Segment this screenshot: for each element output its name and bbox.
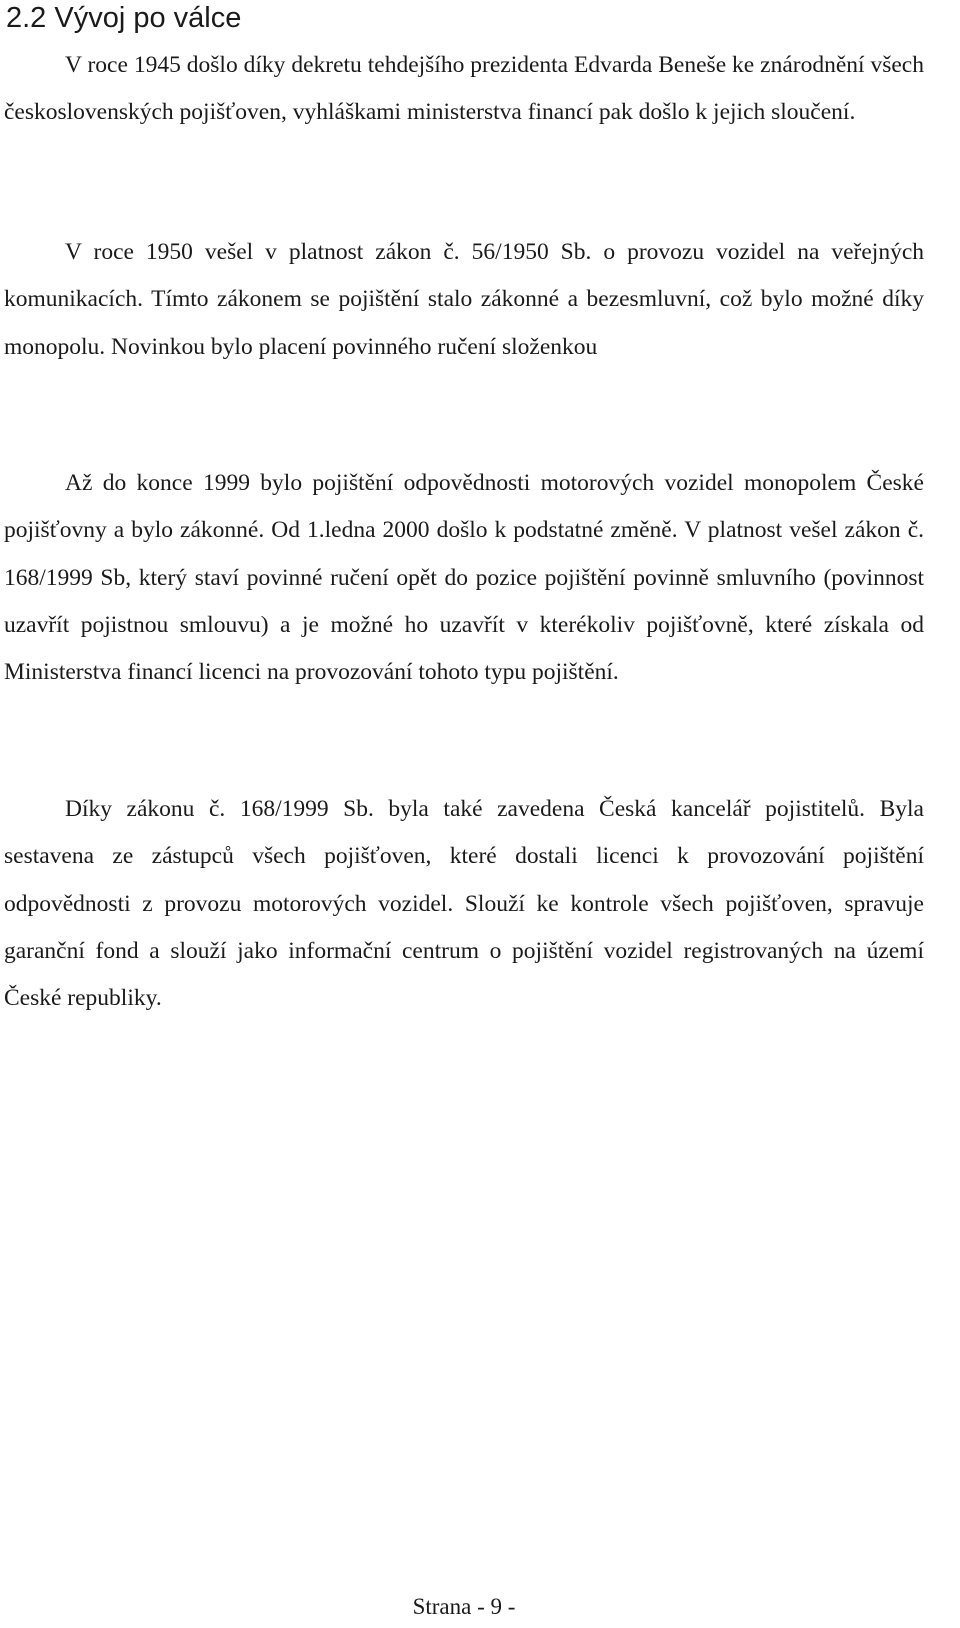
paragraph-3: Až do konce 1999 bylo pojištění odpovědnosti motorových vozidel monopolem České pojišťovny a bylo zákonné. Od 1.ledna 2000 došlo k podstatné změně. V platnost vešel zákon č. 168/1999 Sb, který staví povinné ručení opět do pozice pojištění povinně smluvního (povinnost uzavřít pojistnou smlouvu) a je možné ho uzavřít v kterékoliv pojišťovně, které získala od Ministerstva financí licenci na provozování tohoto typu pojištění.: [4, 470, 924, 686]
section-heading: 2.2 Vývoj po válce: [6, 2, 242, 34]
paragraph-1: V roce 1945 došlo díky dekretu tehdejšího prezidenta Edvarda Beneše ke znárodnění všech československých pojišťoven, vyhláškami ministerstva financí pak došlo k jejich sloučení.: [4, 52, 924, 126]
paragraph-4: Díky zákonu č. 168/1999 Sb. byla také zavedena Česká kancelář pojistitelů. Byla sestavena ze zástupců všech pojišťoven, které dostali licenci k provozování pojištění odpovědnosti z provozu motorových vozidel. Slouží ke kontrole všech pojišťoven, spravuje garanční fond a slouží jako informační centrum o pojištění vozidel registrovaných na území České republiky.: [4, 796, 924, 1012]
paragraph-2: V roce 1950 vešel v platnost zákon č. 56/1950 Sb. o provozu vozidel na veřejných komunikacích. Tímto zákonem se pojištění stalo zákonné a bezesmluvní, což bylo možné díky monopolu. Novinkou bylo placení povinného ručení složenkou: [4, 239, 924, 360]
page-number: Strana - 9 -: [412, 1594, 516, 1619]
